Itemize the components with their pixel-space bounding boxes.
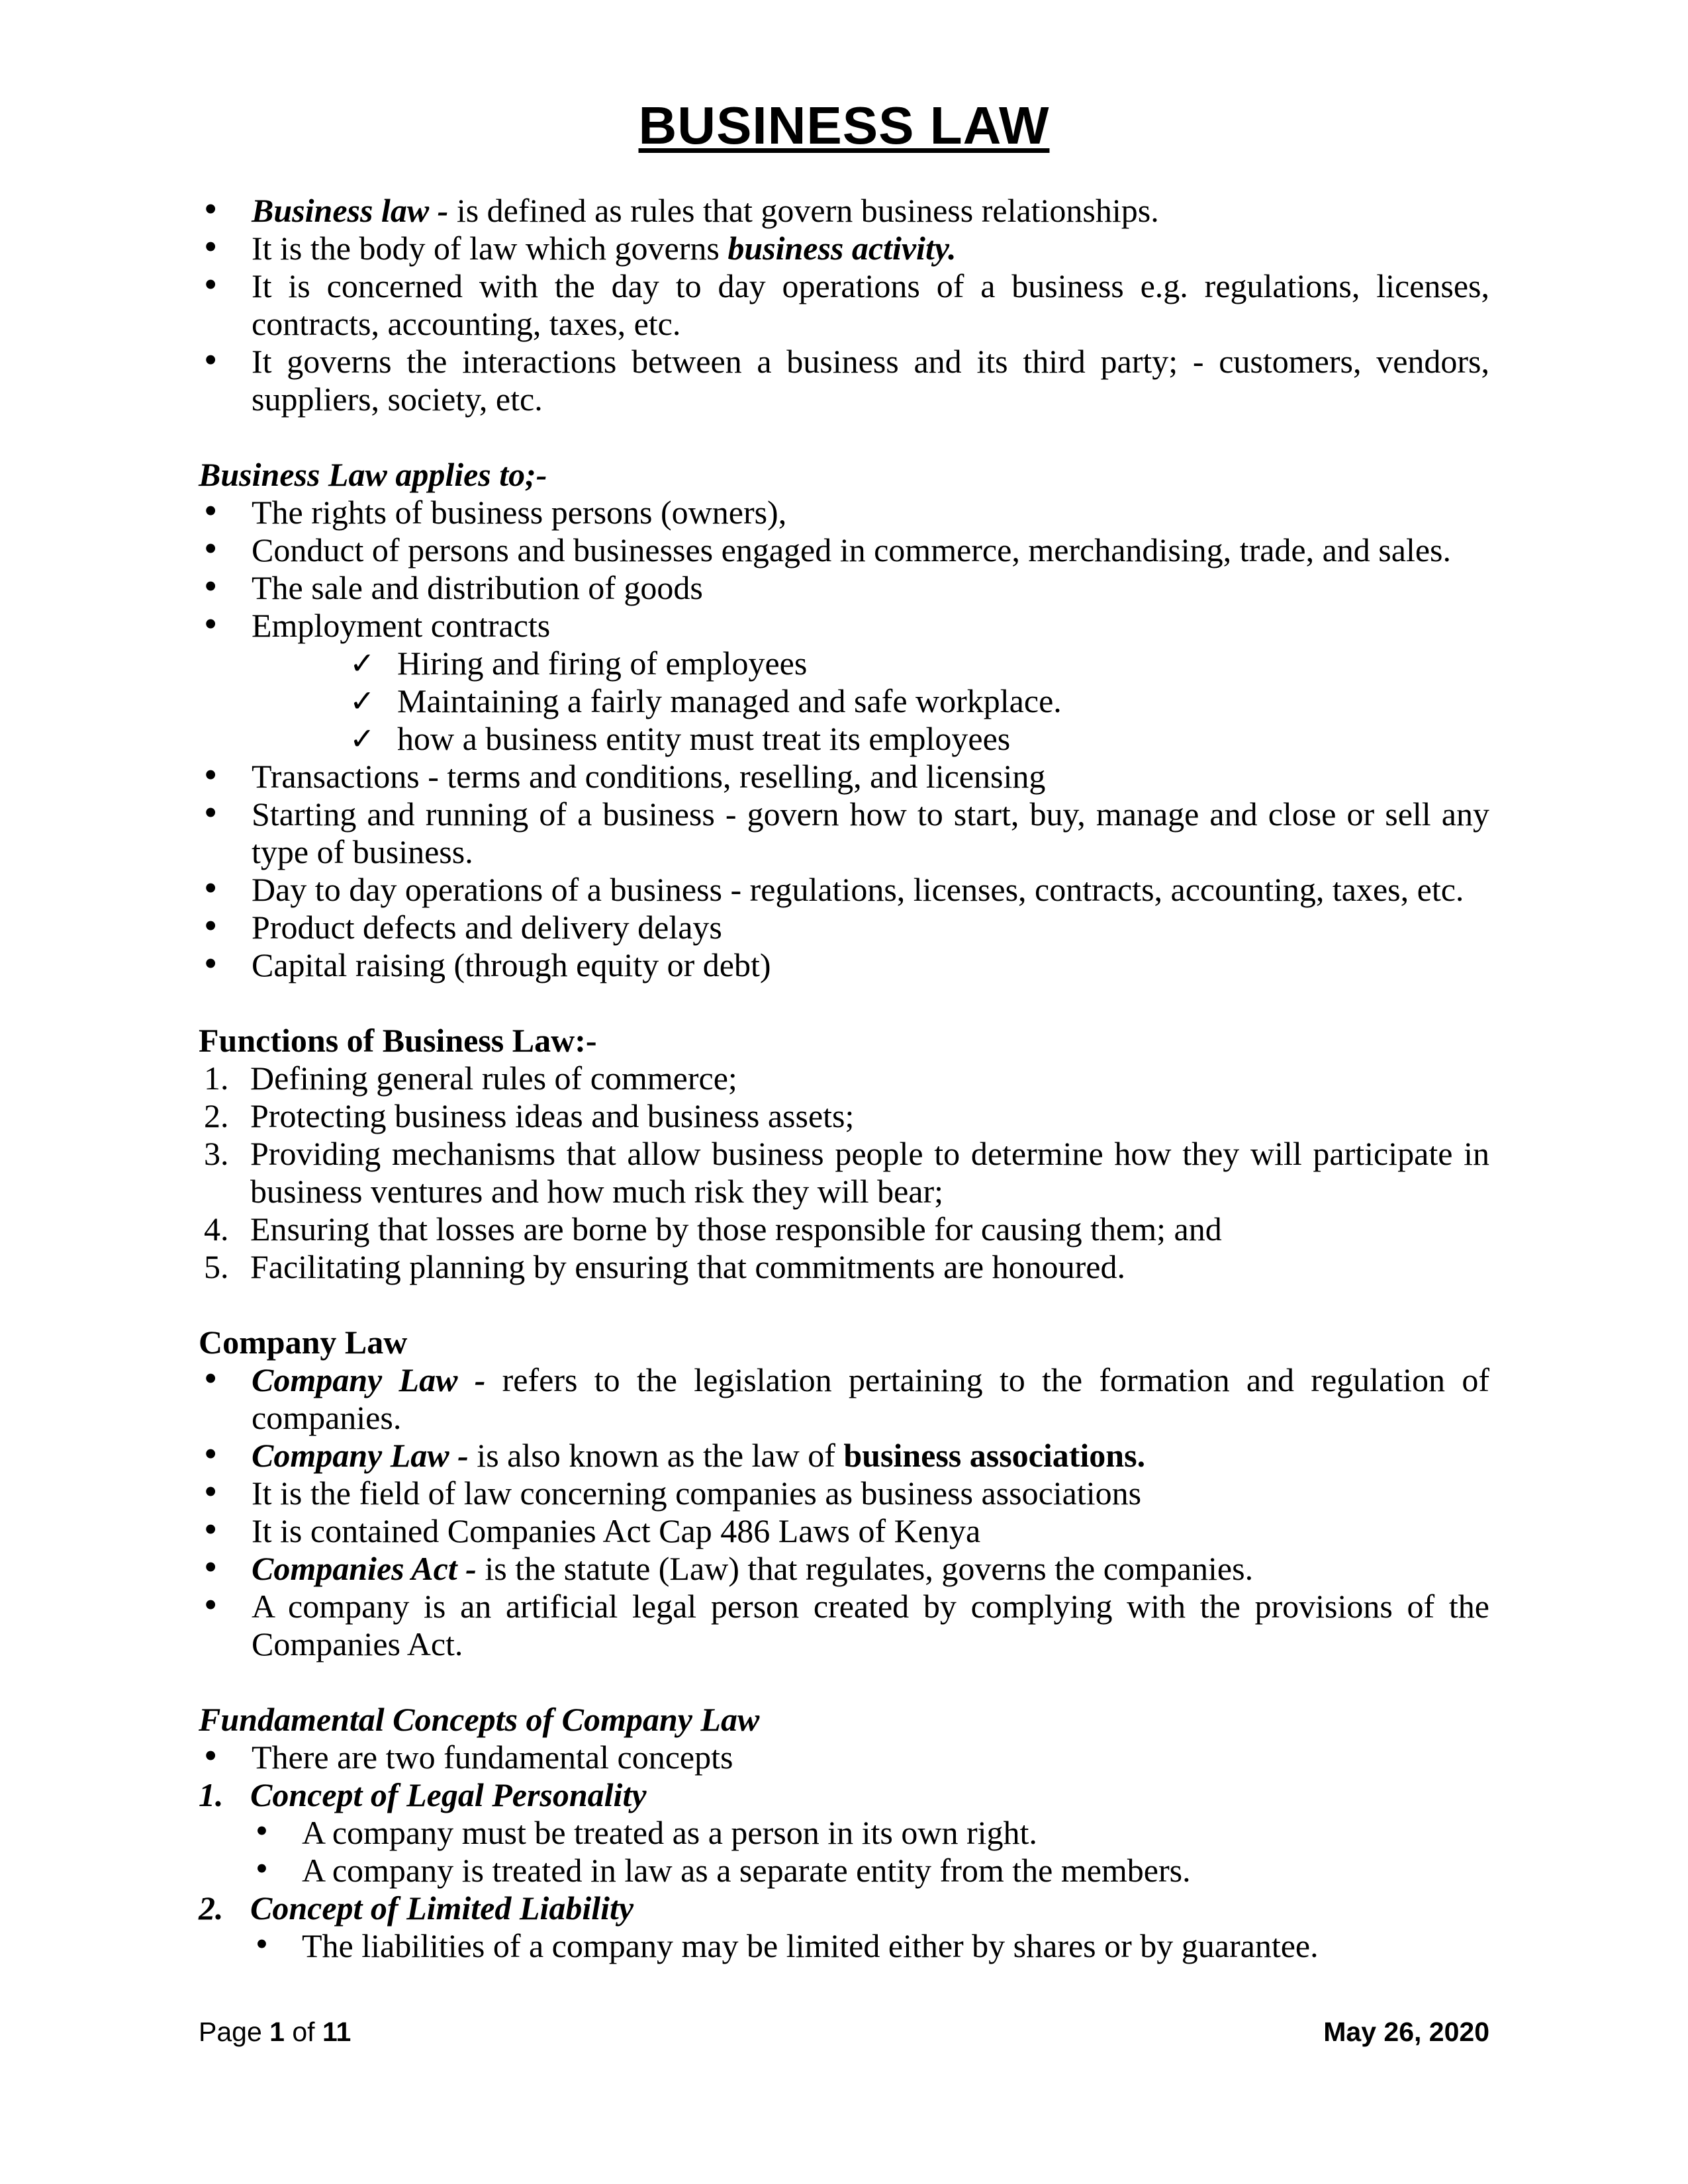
bullet-icon: • xyxy=(204,866,218,909)
bullet-icon: • xyxy=(204,1470,218,1513)
section-heading-company-law: Company Law xyxy=(199,1324,408,1361)
page-footer xyxy=(199,2016,1489,2048)
section-heading-functions: Functions of Business Law:- xyxy=(199,1022,597,1059)
footer-page-total: 11 xyxy=(322,2017,352,2047)
check-item xyxy=(199,682,1489,720)
bullet-item xyxy=(199,904,1489,947)
numbered-concept-item xyxy=(199,1889,1489,1927)
item-number: 5. xyxy=(204,1248,229,1285)
bullet-item xyxy=(199,1545,1489,1588)
page-title xyxy=(199,98,1489,154)
bullet-text: Transactions - terms and conditions, reselling, and licensing xyxy=(252,758,1046,795)
section-heading-fundamental-concepts: Fundamental Concepts of Company Law xyxy=(199,1701,760,1738)
bullet-text: It is the body of law which governs business activity. xyxy=(252,230,957,267)
check-text: Maintaining a fairly managed and safe workplace. xyxy=(397,682,1062,719)
bullet-text: Company Law - is also known as the law of business associations. xyxy=(252,1437,1146,1474)
bullet-text: There are two fundamental concepts xyxy=(252,1739,733,1776)
bullet-text: Starting and running of a business - govern how to start, buy, manage and close or sell any type of business. xyxy=(252,796,1489,870)
bullet-icon: • xyxy=(204,338,218,381)
bullet-text: Day to day operations of a business - regulations, licenses, contracts, accounting, taxes, etc. xyxy=(252,871,1464,908)
bullet-item xyxy=(199,187,1489,230)
bullet-item xyxy=(199,866,1489,909)
check-text: Hiring and firing of employees xyxy=(397,645,808,682)
item-number: 2. xyxy=(204,1097,229,1134)
item-number: 3. xyxy=(204,1135,229,1172)
bullet-item xyxy=(199,753,1489,796)
bullet-icon: • xyxy=(204,565,218,608)
bullet-icon: • xyxy=(204,904,218,947)
bullet-text: The rights of business persons (owners), xyxy=(252,494,787,531)
bullet-icon: • xyxy=(204,263,218,306)
bullet-icon: • xyxy=(204,1508,218,1551)
bullet-text: It is concerned with the day to day operations of a business e.g. regulations, licenses, contracts, accounting, taxes, etc. xyxy=(252,267,1489,342)
bullet-text: It governs the interactions between a business and its third party; - customers, vendors, suppliers, society, etc. xyxy=(252,343,1489,418)
numbered-item xyxy=(199,1135,1489,1210)
bullet-item xyxy=(199,338,1489,418)
bullet-item xyxy=(199,1508,1489,1551)
check-icon: ✓ xyxy=(350,721,375,756)
bullet-item xyxy=(199,225,1489,268)
numbered-item xyxy=(199,1210,1489,1248)
sub-bullet-text: A company must be treated as a person in its own right. xyxy=(302,1814,1037,1851)
page-title-text: BUSINESS LAW xyxy=(638,96,1050,155)
numbered-concept-item xyxy=(199,1776,1489,1814)
numbered-item xyxy=(199,1060,1489,1097)
bullet-item xyxy=(199,263,1489,343)
bullet-icon: • xyxy=(204,602,218,645)
check-icon: ✓ xyxy=(350,683,375,719)
bullet-icon: • xyxy=(204,791,218,834)
bullet-item xyxy=(199,1432,1489,1475)
bullet-text: A company is an artificial legal person created by complying with the provisions of the Companies Act. xyxy=(252,1588,1489,1662)
numbered-text: Ensuring that losses are borne by those responsible for causing them; and xyxy=(250,1210,1222,1248)
bullet-icon: • xyxy=(256,1848,268,1888)
footer-date: May 26, 2020 xyxy=(1323,2017,1489,2047)
sub-bullet-text: The liabilities of a company may be limited either by shares or by guarantee. xyxy=(302,1927,1319,1964)
footer-page-number xyxy=(199,2016,351,2048)
bullet-item xyxy=(199,489,1489,532)
item-number: 1. xyxy=(204,1060,229,1097)
section-heading-applies-to: Business Law applies to;- xyxy=(199,456,547,493)
bullet-text: Employment contracts xyxy=(252,607,551,644)
bullet-item xyxy=(199,1470,1489,1513)
concept-label: Concept of Limited Liability xyxy=(250,1889,634,1927)
numbered-item xyxy=(199,1097,1489,1135)
bullet-icon: • xyxy=(204,1583,218,1626)
numbered-text: Facilitating planning by ensuring that commitments are honoured. xyxy=(250,1248,1125,1285)
concept-label: Concept of Legal Personality xyxy=(250,1776,647,1813)
bullet-item xyxy=(199,602,1489,645)
bullet-text: The sale and distribution of goods xyxy=(252,569,703,606)
numbered-text: Protecting business ideas and business assets; xyxy=(250,1097,855,1134)
sub-bullet-item xyxy=(199,1811,1489,1852)
bullet-text: Product defects and delivery delays xyxy=(252,909,722,946)
sub-bullet-text: A company is treated in law as a separate entity from the members. xyxy=(302,1852,1191,1889)
item-number: 1. xyxy=(199,1776,224,1813)
bullet-item xyxy=(199,1357,1489,1437)
numbered-text: Providing mechanisms that allow business people to determine how they will participate in business ventures and how much risk they will bear; xyxy=(250,1135,1489,1210)
sub-bullet-item xyxy=(199,1848,1489,1889)
bullet-item xyxy=(199,1583,1489,1663)
bullet-icon: • xyxy=(204,527,218,570)
bullet-icon: • xyxy=(204,225,218,268)
numbered-text: Defining general rules of commerce; xyxy=(250,1060,737,1097)
bullet-text: Capital raising (through equity or debt) xyxy=(252,946,771,983)
bullet-text: It is the field of law concerning companies as business associations xyxy=(252,1475,1142,1512)
bullet-icon: • xyxy=(204,489,218,532)
bullet-item xyxy=(199,942,1489,985)
bullet-item xyxy=(199,791,1489,871)
footer-page-label: Page xyxy=(199,2017,270,2047)
bullet-text: Conduct of persons and businesses engaged in commerce, merchandising, trade, and sales. xyxy=(252,531,1451,569)
check-item xyxy=(199,645,1489,682)
check-text: how a business entity must treat its employees xyxy=(397,720,1011,757)
item-number: 2. xyxy=(199,1889,224,1927)
bullet-item xyxy=(199,1734,1489,1777)
bullet-item xyxy=(199,527,1489,570)
bullet-icon: • xyxy=(204,1545,218,1588)
numbered-item xyxy=(199,1248,1489,1286)
bullet-icon: • xyxy=(256,1811,268,1850)
bullet-text: Company Law - refers to the legislation pertaining to the formation and regulation of companies. xyxy=(252,1361,1489,1436)
item-number: 4. xyxy=(204,1210,229,1248)
check-item xyxy=(199,720,1489,758)
bullet-icon: • xyxy=(204,753,218,796)
bullet-text: It is contained Companies Act Cap 486 Laws of Kenya xyxy=(252,1512,981,1549)
bullet-icon: • xyxy=(204,942,218,985)
bullet-icon: • xyxy=(204,1432,218,1475)
bullet-icon: • xyxy=(204,1357,218,1400)
bullet-text: Business law - is defined as rules that govern business relationships. xyxy=(252,192,1159,229)
bullet-item xyxy=(199,565,1489,608)
sub-bullet-item xyxy=(199,1924,1489,1965)
bullet-text: Companies Act - is the statute (Law) that regulates, governs the companies. xyxy=(252,1550,1254,1587)
check-icon: ✓ xyxy=(350,645,375,681)
document-content xyxy=(199,98,1489,1965)
bullet-icon: • xyxy=(204,1734,218,1777)
footer-of-label: of xyxy=(284,2017,322,2047)
bullet-icon: • xyxy=(204,187,218,230)
bullet-icon: • xyxy=(256,1924,268,1964)
footer-page-current: 1 xyxy=(269,2017,285,2047)
